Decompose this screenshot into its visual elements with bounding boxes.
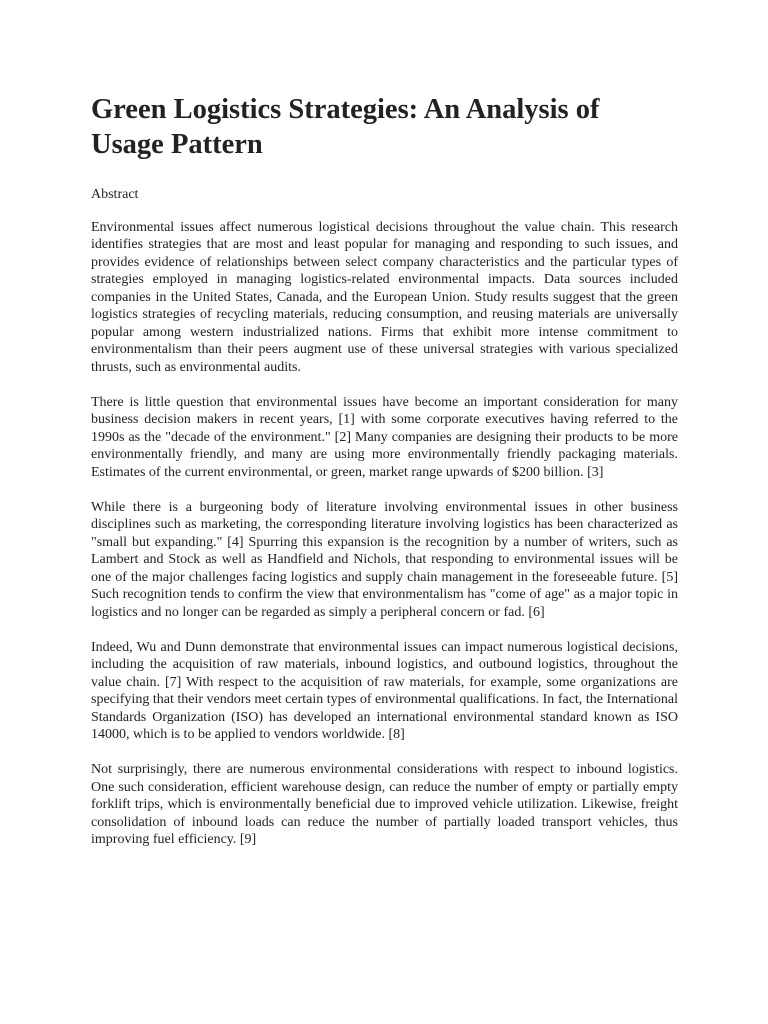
body-paragraph-3: Indeed, Wu and Dunn demonstrate that environmental issues can impact numerous logistical decisions, including the acquisition of raw materials, inbound logistics, and outbound logistics, throughout the value chain. [7] With respect to the acquisition of raw materials, for example, some organizations are specifying that their vendors meet certain types of environmental qualifications. In fact, the International Standards Organization (ISO) has developed an international environmental standard known as ISO 14000, which is to be applied to vendors worldwide. [8] [91,639,678,742]
body-paragraph-2: While there is a burgeoning body of literature involving environmental issues in other business disciplines such as marketing, the corresponding literature involving logistics has been characterized as "small but expanding." [4] Spurring this expansion is the recognition by a number of writers, such as Lambert and Stock as well as Handfield and Nichols, that responding to environmental issues will be one of the major challenges facing logistics and supply chain management in the foreseeable future. [5] Such recognition tends to confirm the view that environmentalism has "come of age" as a major topic in logistics and no longer can be regarded as simply a peripheral concern or fad. [6] [91,499,678,620]
body-paragraph-1: There is little question that environmental issues have become an important consideration for many business decision makers in recent years, [1] with some corporate executives having referred to the 1990s as the "decade of the environment." [2] Many companies are designing their products to be more environmentally friendly, and many are using more environmentally friendly packaging materials. Estimates of the current environmental, or green, market range upwards of $200 billion. [3] [91,394,678,480]
document-title: Green Logistics Strategies: An Analysis of Usage Pattern [91,94,600,160]
document-page [91,92,678,866]
body-paragraph-4: Not surprisingly, there are numerous environmental considerations with respect to inbound logistics. One such consideration, efficient warehouse design, can reduce the number of empty or partially empty forklift trips, which is environmentally beneficial due to improved vehicle utilization. Likewise, freight consolidation of inbound loads can reduce the number of partially loaded transport vehicles, thus improving fuel efficiency. [9] [91,762,678,847]
abstract-heading: Abstract [91,187,139,202]
abstract-paragraph: Environmental issues affect numerous logistical decisions throughout the value chain. This research identifies strategies that are most and least popular for managing and responding to such issues, and provides evidence of relationships between select company characteristics and the particular types of strategies employed in managing logistics-related environmental impacts. Data sources included companies in the United States, Canada, and the European Union. Study results suggest that the green logistics strategies of recycling materials, reducing consumption, and reusing materials are universally popular among western industrialized nations. Firms that exhibit more intense commitment to environmentalism than their peers augment use of these universal strategies with various specialized thrusts, such as environmental audits. [91,219,678,375]
